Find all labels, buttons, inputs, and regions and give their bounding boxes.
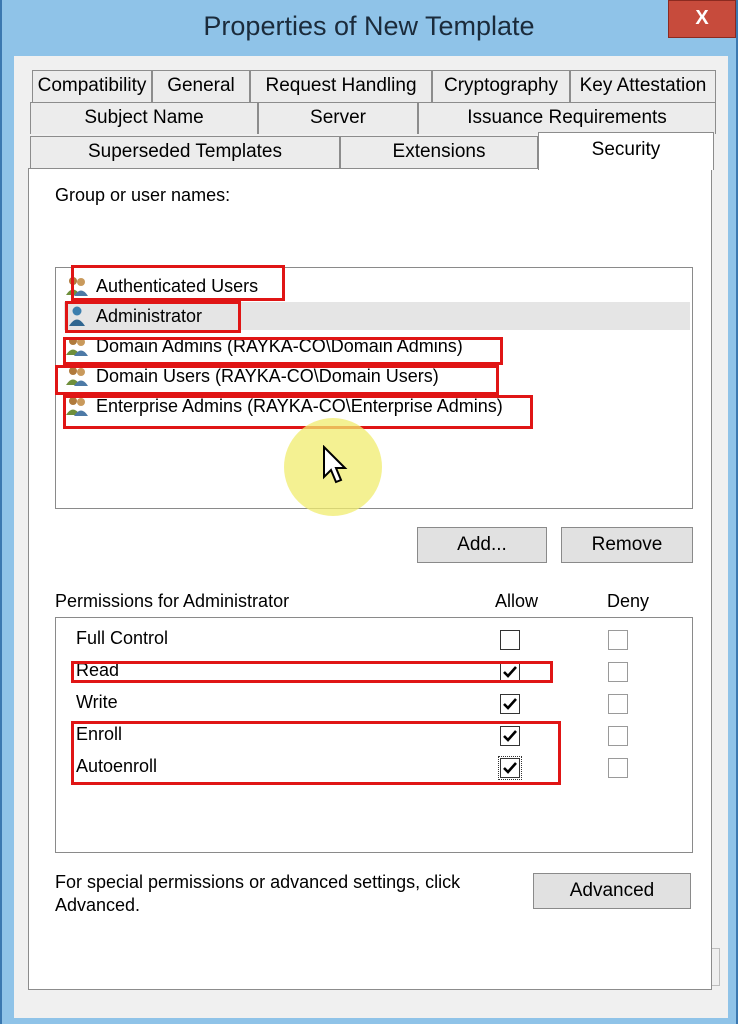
allow-checkbox[interactable]: [500, 630, 520, 650]
user-name: Administrator: [96, 306, 203, 326]
add-button[interactable]: Add...: [417, 527, 547, 563]
users-group-icon: [66, 276, 88, 296]
permission-name: Read: [76, 660, 120, 680]
permission-row: [56, 754, 692, 784]
allow-column-header: Allow: [495, 591, 539, 611]
permission-name: Enroll: [76, 724, 123, 744]
advanced-hint-text: For special permissions or advanced settings, click Advanced.: [55, 872, 461, 915]
group-or-user-names-label: Group or user names:: [55, 185, 231, 205]
user-name: Authenticated Users: [96, 276, 259, 296]
permission-row: [56, 722, 692, 752]
tab-security[interactable]: Security: [538, 132, 714, 170]
allow-checkbox[interactable]: [500, 758, 520, 778]
checkmark-icon: [502, 696, 518, 712]
permissions-label: Permissions for Administrator: [55, 591, 290, 611]
checkmark-icon: [502, 760, 518, 776]
deny-checkbox[interactable]: [608, 662, 628, 682]
tab-subject-name[interactable]: Subject Name: [30, 102, 258, 134]
permissions-list: [55, 617, 693, 853]
list-item[interactable]: [64, 302, 690, 330]
permission-name: Full Control: [76, 628, 169, 648]
user-name: Enterprise Admins (RAYKA-CO\Enterprise Admins): [96, 396, 503, 416]
permission-name: Autoenroll: [76, 756, 158, 776]
permission-name: Write: [76, 692, 118, 712]
tab-superseded-templates[interactable]: Superseded Templates: [30, 136, 340, 168]
close-button[interactable]: X: [668, 0, 736, 38]
tab-extensions[interactable]: Extensions: [340, 136, 538, 168]
deny-column-header: Deny: [607, 591, 650, 611]
permission-row: [56, 626, 692, 656]
list-item[interactable]: [64, 392, 690, 420]
security-panel: [28, 168, 712, 990]
permission-row: [56, 690, 692, 720]
tab-server[interactable]: Server: [258, 102, 418, 134]
deny-checkbox[interactable]: [608, 726, 628, 746]
allow-checkbox[interactable]: [500, 662, 520, 682]
user-name: Domain Admins (RAYKA-CO\Domain Admins): [96, 336, 463, 356]
tab-general[interactable]: General: [152, 70, 250, 102]
mouse-cursor-icon: [322, 445, 348, 485]
advanced-button[interactable]: Advanced: [533, 873, 691, 909]
remove-button[interactable]: Remove: [561, 527, 693, 563]
tab-issuance-requirements[interactable]: Issuance Requirements: [418, 102, 716, 134]
users-group-icon: [66, 366, 88, 386]
tab-compatibility[interactable]: Compatibility: [32, 70, 152, 102]
deny-checkbox[interactable]: [608, 758, 628, 778]
window-title: Properties of New Template: [203, 11, 535, 41]
allow-checkbox[interactable]: [500, 694, 520, 714]
deny-checkbox[interactable]: [608, 694, 628, 714]
list-item[interactable]: [64, 332, 690, 360]
deny-checkbox[interactable]: [608, 630, 628, 650]
permission-row: [56, 658, 692, 688]
tab-cryptography[interactable]: Cryptography: [432, 70, 570, 102]
checkmark-icon: [502, 664, 518, 680]
allow-checkbox[interactable]: [500, 726, 520, 746]
user-name: Domain Users (RAYKA-CO\Domain Users): [96, 366, 439, 386]
checkmark-icon: [502, 728, 518, 744]
tab-key-attestation[interactable]: Key Attestation: [570, 70, 716, 102]
list-item[interactable]: [64, 272, 690, 300]
users-group-icon: [66, 336, 88, 356]
dialog-client-area: [14, 56, 728, 1018]
tab-request-handling[interactable]: Request Handling: [250, 70, 432, 102]
user-icon: [66, 306, 88, 326]
list-item[interactable]: [64, 362, 690, 390]
users-group-icon: [66, 396, 88, 416]
